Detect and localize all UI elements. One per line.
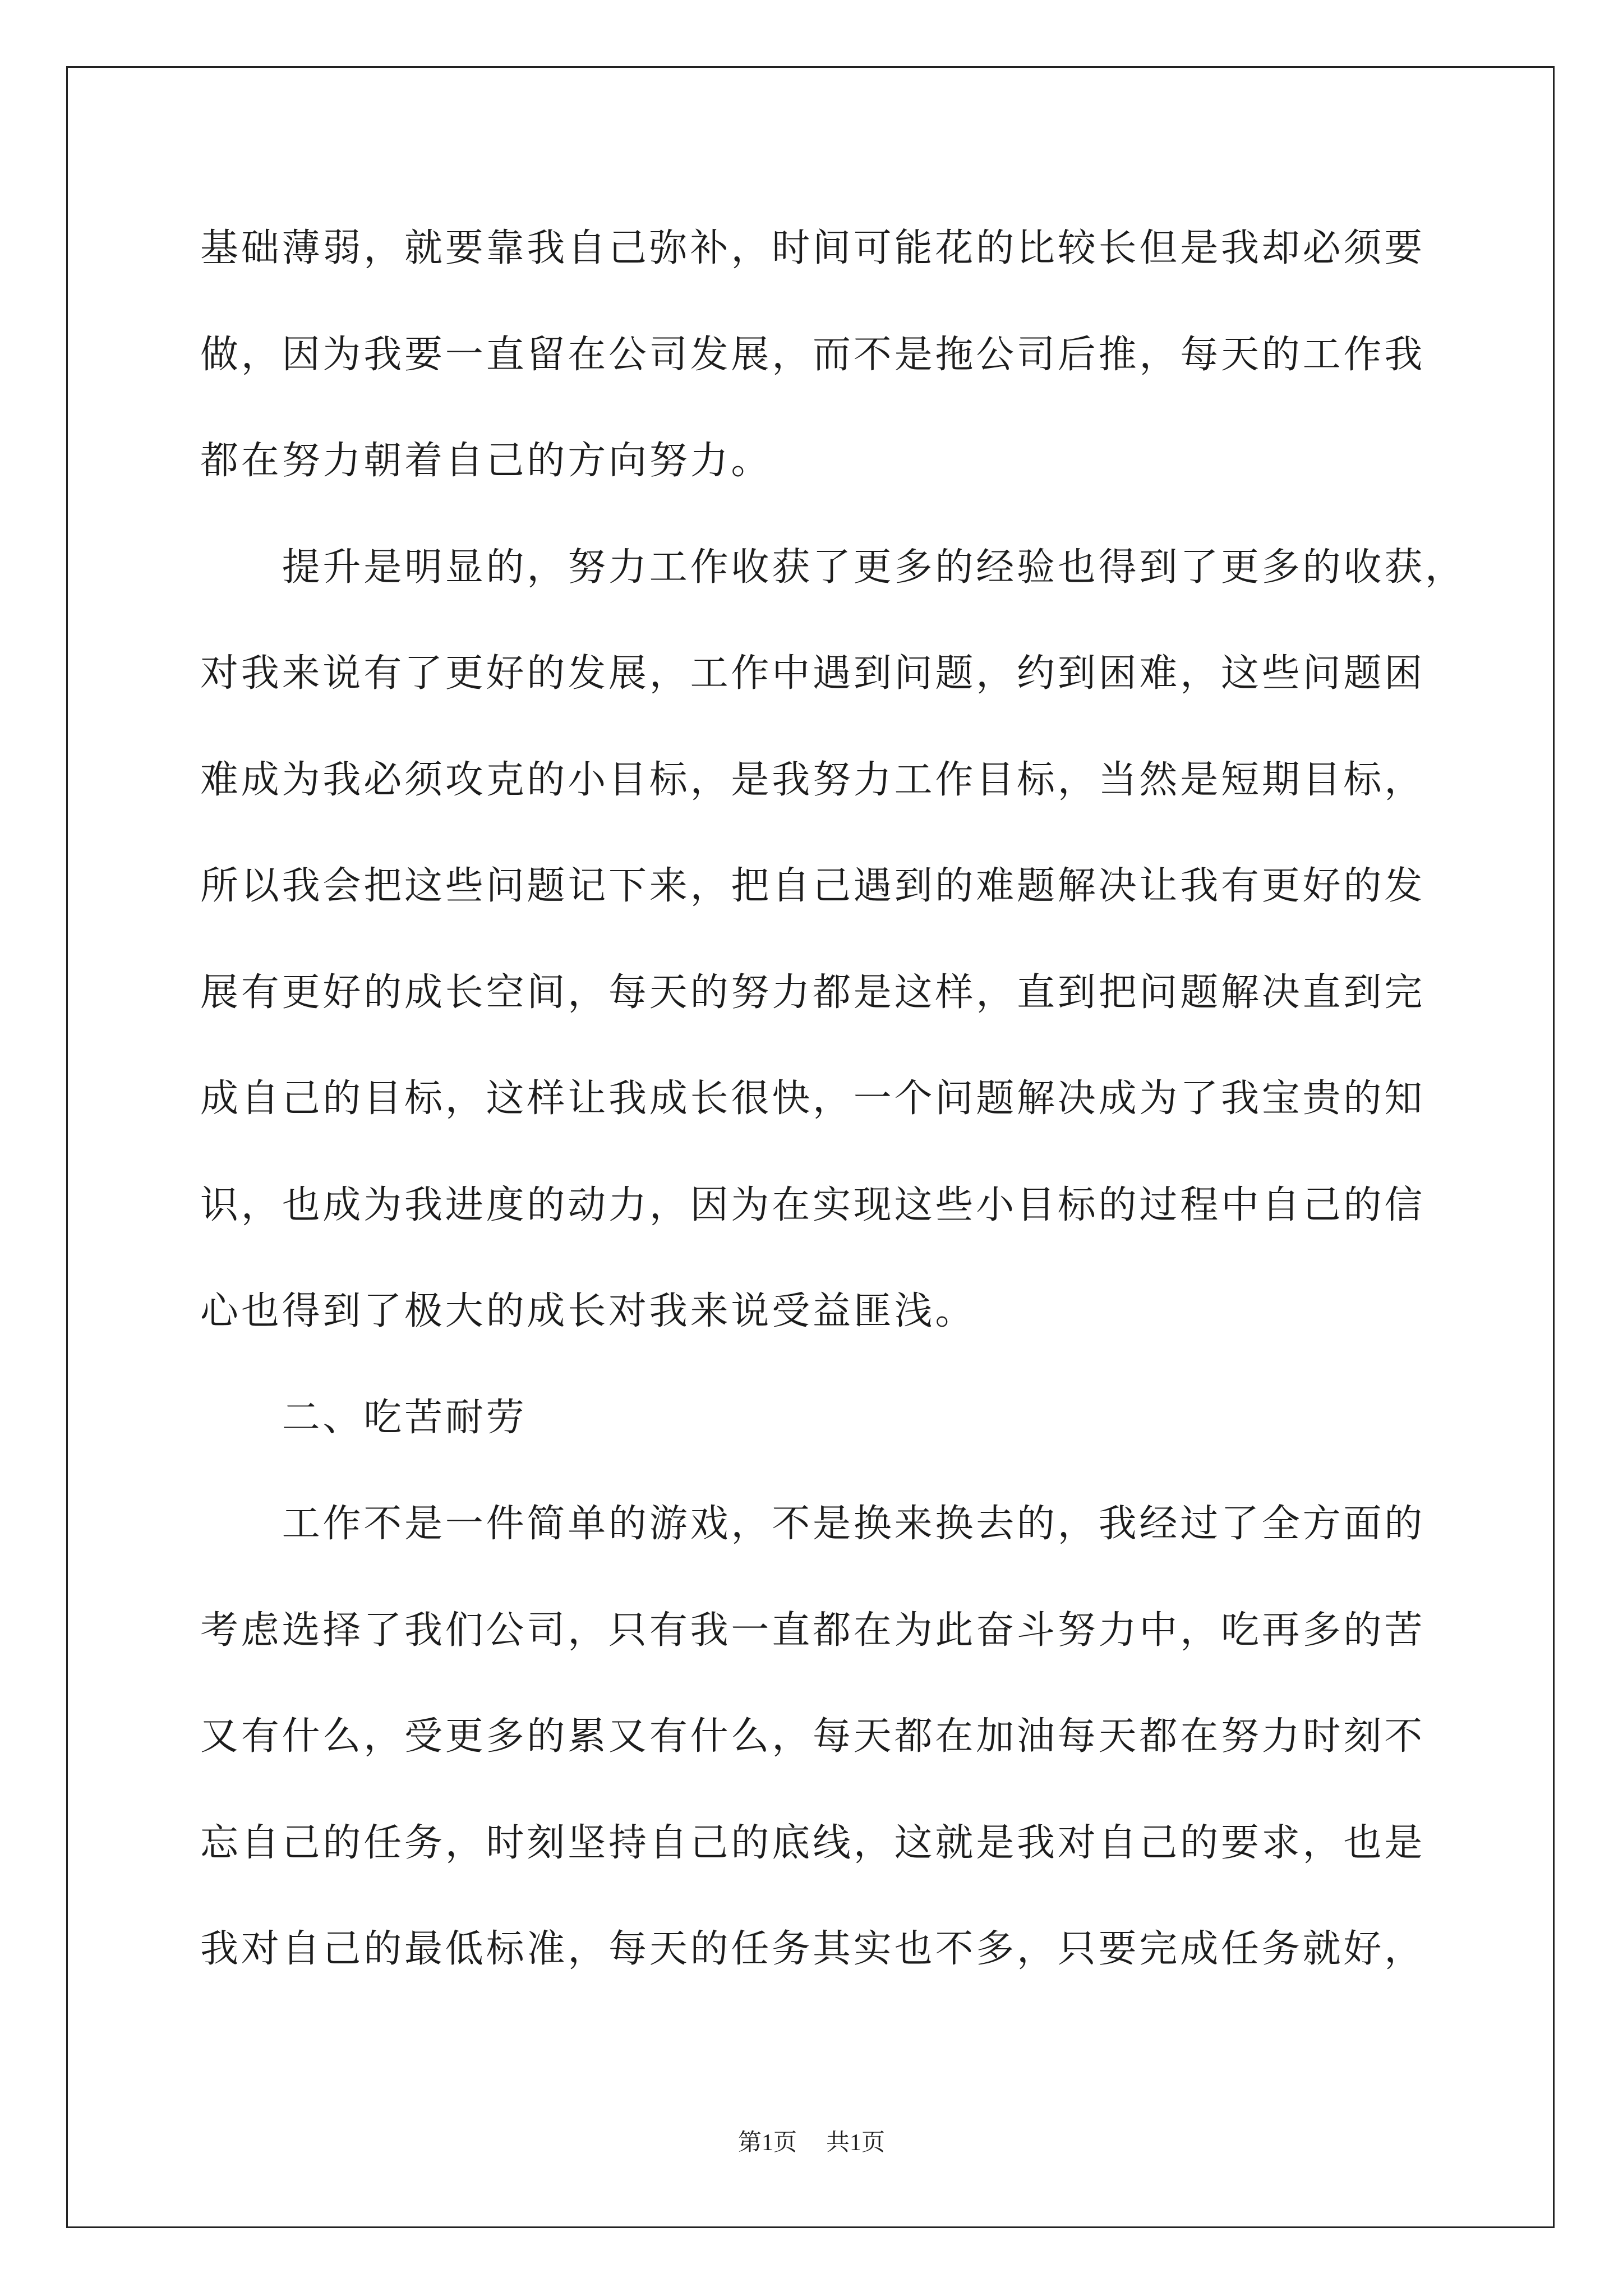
body-line: 识，也成为我进度的动力，因为在实现这些小目标的过程中自己的信: [200, 1182, 1426, 1227]
paragraph-start-line: 提升是明显的，努力工作收获了更多的经验也得到了更多的收获，: [282, 545, 1466, 590]
body-line: 忘自己的任务，时刻坚持自己的底线，这就是我对自己的要求，也是: [200, 1820, 1426, 1865]
body-line: 所以我会把这些问题记下来，把自己遇到的难题解决让我有更好的发: [200, 864, 1426, 908]
body-line: 做，因为我要一直留在公司发展，而不是拖公司后推，每天的工作我: [200, 332, 1426, 377]
body-line: 展有更好的成长空间，每天的努力都是这样，直到把问题解决直到完: [200, 970, 1426, 1015]
page-footer: [0, 2126, 1623, 2160]
page-total: 共1页: [826, 2130, 886, 2156]
body-line: 我对自己的最低标准，每天的任务其实也不多，只要完成任务就好，: [200, 1927, 1426, 1971]
body-line: 难成为我必须攻克的小目标，是我努力工作目标，当然是短期目标，: [200, 757, 1426, 802]
paragraph-start-line: 工作不是一件简单的游戏，不是换来换去的，我经过了全方面的: [282, 1502, 1425, 1546]
body-line: 基础薄弱，就要靠我自己弥补，时间可能花的比较长但是我却必须要: [200, 226, 1426, 270]
body-line: 考虑选择了我们公司，只有我一直都在为此奋斗努力中，吃再多的苦: [200, 1608, 1426, 1653]
body-line: 成自己的目标，这样让我成长很快，一个问题解决成为了我宝贵的知: [200, 1076, 1426, 1121]
body-line: 又有什么，受更多的累又有什么，每天都在加油每天都在努力时刻不: [200, 1714, 1426, 1759]
document-body: [200, 195, 1490, 2003]
body-line: 都在努力朝着自己的方向努力。: [200, 439, 772, 483]
page-number: 第1页: [737, 2130, 797, 2156]
body-line: 心也得到了极大的成长对我来说受益匪浅。: [200, 1289, 976, 1333]
body-line: 对我来说有了更好的发展，工作中遇到问题，约到困难，这些问题困: [200, 651, 1426, 696]
section-heading: 二、吃苦耐劳: [282, 1395, 527, 1440]
